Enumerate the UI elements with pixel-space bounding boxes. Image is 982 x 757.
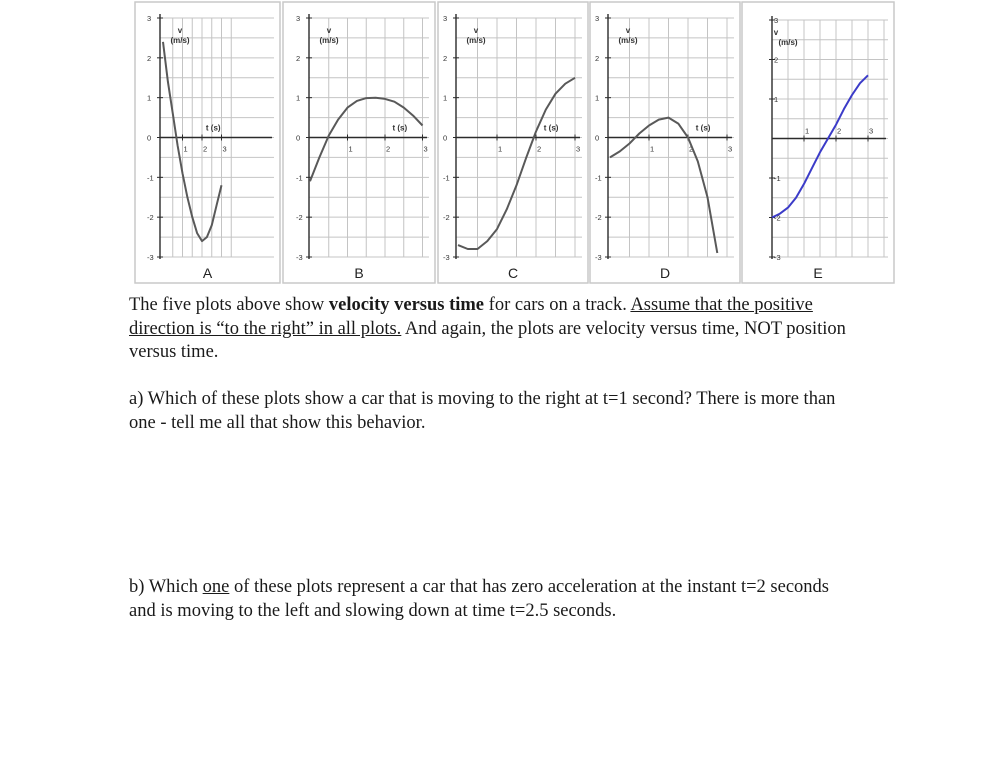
y-tick-label: 3 — [774, 16, 779, 25]
y-tick-label: 0 — [443, 133, 448, 143]
y-axis-label-v: v — [625, 26, 631, 35]
y-tick-label: -1 — [296, 173, 303, 183]
y-tick-label: 3 — [443, 14, 448, 23]
velocity-plots-figure — [0, 0, 982, 290]
question-b-underlined-text: one — [202, 577, 230, 597]
x-axis-label: t (s) — [543, 123, 559, 133]
y-tick-label: -1 — [595, 173, 602, 183]
y-tick-label: 3 — [147, 14, 152, 23]
intro-text-1: The five plots above show — [129, 295, 329, 315]
x-tick-label: 1 — [348, 144, 353, 154]
panel-frame — [438, 2, 588, 283]
x-axis-label: t (s) — [205, 123, 221, 133]
panel-frame — [283, 2, 435, 283]
y-tick-label: 1 — [443, 93, 448, 103]
x-axis-label: t (s) — [392, 123, 408, 133]
panel-frame — [590, 2, 740, 283]
panel-letter: C — [507, 265, 519, 281]
plots-svg — [0, 0, 982, 290]
x-tick-label: 2 — [203, 144, 208, 154]
y-axis-label-units: (m/s) — [618, 36, 638, 45]
y-axis-label-v: v — [326, 26, 332, 35]
x-tick-label: 1 — [183, 144, 188, 154]
question-b-text-2: of these plots represent a car that has zero acceleration at the instant t=2 seconds and is moving to the left and slowing down at time t=2.5 seconds. — [129, 577, 829, 621]
x-tick-label: 3 — [728, 144, 733, 154]
x-tick-label: 3 — [576, 144, 581, 154]
y-tick-label: -2 — [296, 213, 303, 223]
panel-e — [742, 2, 894, 283]
x-tick-label: 1 — [805, 126, 810, 136]
y-tick-label: 3 — [595, 14, 600, 23]
y-axis-label-units: (m/s) — [778, 38, 798, 47]
y-tick-label: -3 — [774, 253, 781, 262]
x-tick-label: 3 — [869, 126, 874, 136]
panel-frame — [742, 2, 894, 283]
y-tick-label: 1 — [774, 95, 779, 104]
y-axis-label-v: v — [773, 28, 779, 37]
y-tick-label: 3 — [296, 14, 301, 23]
panel-letter: A — [202, 265, 213, 281]
y-tick-label: 2 — [296, 53, 301, 63]
y-tick-label: -2 — [595, 213, 602, 223]
y-tick-label: -1 — [443, 173, 450, 183]
y-axis-label-v: v — [473, 26, 479, 35]
y-tick-label: 0 — [595, 133, 600, 143]
y-axis-label-units: (m/s) — [319, 36, 339, 45]
y-tick-label: 2 — [147, 53, 152, 63]
y-tick-label: 0 — [296, 133, 301, 143]
y-axis-label-v: v — [177, 26, 183, 35]
y-tick-label: 1 — [147, 93, 152, 103]
y-tick-label: 1 — [296, 93, 301, 103]
y-tick-label: -2 — [774, 213, 781, 223]
y-tick-label: -3 — [296, 253, 303, 262]
y-tick-label: 2 — [774, 55, 779, 65]
intro-text-3: And again, the plots are velocity versus time, NOT position versus time. — [129, 318, 846, 362]
y-axis-label-units: (m/s) — [466, 36, 486, 45]
y-tick-label: -2 — [443, 213, 450, 223]
x-tick-label: 2 — [386, 144, 391, 154]
x-tick-label: 2 — [837, 126, 842, 136]
x-tick-label: 2 — [689, 144, 694, 154]
panel-letter: D — [659, 265, 671, 281]
y-tick-label: -3 — [147, 253, 154, 262]
panel-a — [135, 2, 280, 283]
y-tick-label: 0 — [147, 133, 152, 143]
question-a: a) Which of these plots show a car that is moving to the right at t=1 second? There is more than one - tell me all that show this behavior. — [129, 389, 836, 433]
intro-bold-text: velocity versus time — [328, 295, 485, 315]
panel-letter: B — [354, 265, 364, 281]
y-tick-label: 1 — [595, 93, 600, 103]
y-tick-label: -3 — [443, 253, 450, 262]
x-tick-label: 3 — [222, 144, 227, 154]
x-tick-label: 1 — [650, 144, 655, 154]
x-axis-label: t (s) — [695, 123, 711, 133]
panel-b — [283, 2, 435, 283]
panel-d — [590, 2, 740, 283]
y-tick-label: -2 — [147, 213, 154, 223]
question-b — [129, 576, 849, 623]
x-tick-label: 1 — [498, 144, 503, 154]
y-tick-label: 2 — [443, 53, 448, 63]
intro-paragraph — [129, 294, 849, 365]
panel-c — [438, 2, 588, 283]
panel-frame — [135, 2, 280, 283]
panel-letter: E — [813, 265, 823, 281]
y-tick-label: -1 — [147, 173, 154, 183]
intro-text-2: for cars on a track. — [484, 295, 631, 315]
y-axis-label-units: (m/s) — [170, 36, 190, 45]
x-tick-label: 3 — [423, 144, 428, 154]
x-tick-label: 2 — [537, 144, 542, 154]
y-tick-label: -1 — [774, 174, 781, 183]
y-tick-label: -3 — [595, 253, 602, 262]
question-b-text-1: b) Which — [129, 577, 203, 597]
y-tick-label: 2 — [595, 53, 600, 63]
intro-underlined-text: Assume that the positive direction is “to the right” in all plots. — [129, 295, 813, 339]
